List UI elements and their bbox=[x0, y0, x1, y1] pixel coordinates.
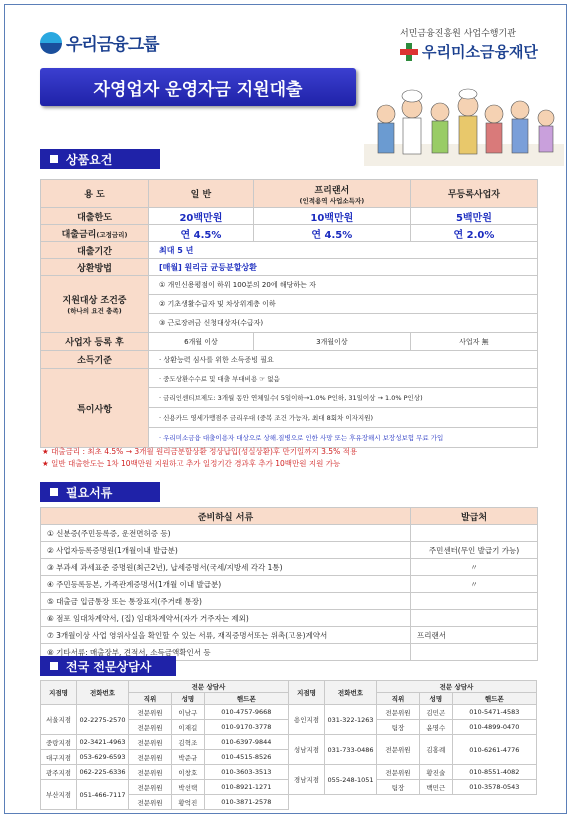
docs-header: 준비하실 서류 bbox=[41, 508, 411, 525]
mobile: 010-5471-4583 bbox=[452, 705, 536, 720]
people-illustration bbox=[364, 74, 564, 166]
section-title: 상품요건 bbox=[66, 152, 113, 167]
phone: 031-733-0486 bbox=[324, 735, 376, 765]
foundation-sub: 서민금융진흥원 사업수행기관 bbox=[400, 29, 516, 39]
issuer bbox=[411, 644, 538, 661]
branch: 성남지점 bbox=[288, 735, 324, 765]
rate-unregistered: 연 2.0% bbox=[410, 225, 537, 242]
notes bbox=[42, 446, 357, 470]
name: 김민곤 bbox=[420, 705, 453, 720]
biz-freelancer: 3개월이상 bbox=[253, 333, 410, 351]
square-bullet-icon bbox=[50, 662, 58, 670]
table-row bbox=[41, 333, 538, 351]
branch: 용인지점 bbox=[288, 705, 324, 735]
phone: 031-322-1263 bbox=[324, 705, 376, 735]
table-row bbox=[41, 627, 538, 644]
h-role: 직위 bbox=[129, 693, 172, 705]
table-row bbox=[41, 735, 537, 750]
foundation-name-row bbox=[400, 41, 538, 62]
page-title: 자영업자 운영자금 지원대출 bbox=[40, 68, 356, 106]
repay-value: [매월] 원리금 균등분할상환 bbox=[149, 259, 538, 276]
role: 전문위원 bbox=[129, 705, 172, 720]
issuer: 〃 bbox=[411, 576, 538, 593]
issuer-header: 발급처 bbox=[411, 508, 538, 525]
phone: 02-3421-4963 bbox=[77, 735, 129, 750]
h-branch: 지점명 bbox=[288, 681, 324, 705]
role: 전문위원 bbox=[129, 765, 172, 780]
role: 팀장 bbox=[376, 780, 419, 795]
doc-item: ⑦ 3개월이상 사업 영위사실을 확인할 수 있는 서류, 재직증명서또는 위촉(고용)계약서 bbox=[41, 627, 411, 644]
rate-label bbox=[41, 225, 149, 242]
name: 황진술 bbox=[420, 765, 453, 780]
issuer bbox=[411, 525, 538, 542]
cross-icon bbox=[400, 43, 418, 61]
mobile: 010-6397-9844 bbox=[204, 735, 288, 750]
table-row bbox=[41, 576, 538, 593]
branch: 광주지점 bbox=[41, 765, 77, 780]
name: 김혁조 bbox=[172, 735, 205, 750]
doc-item: ④ 주민등록등본, 가족관계증명서(1개월 이내 발급분) bbox=[41, 576, 411, 593]
h-mobile: 핸드폰 bbox=[204, 693, 288, 705]
col-unregistered bbox=[410, 180, 537, 208]
period-value: 최대 5 년 bbox=[149, 242, 538, 259]
doc-item: ① 신분증(주민등록증, 운전면허증 등) bbox=[41, 525, 411, 542]
mobile: 010-8921-1271 bbox=[204, 780, 288, 795]
name: 황억진 bbox=[172, 795, 205, 810]
table-row bbox=[41, 610, 538, 627]
table-row bbox=[41, 765, 537, 780]
doc-item: ③ 부과세 과세표준 증명원(최근2년), 납세증명서(국세/지방세 각각 1통) bbox=[41, 559, 411, 576]
role: 전문위원 bbox=[376, 765, 419, 780]
branch: 중랑지점 bbox=[41, 735, 77, 750]
condition-label bbox=[41, 276, 149, 333]
name: 김홍례 bbox=[420, 735, 453, 765]
biz-general: 6개월 이상 bbox=[149, 333, 254, 351]
income-value: · 상환능력 심사를 위한 소득증빙 필요 bbox=[149, 351, 538, 369]
branch: 부산지점 bbox=[41, 780, 77, 810]
doc-item: ⑥ 점포 임대차계약서, (집) 임대차계약서(자가 거주자는 제외) bbox=[41, 610, 411, 627]
issuer bbox=[411, 593, 538, 610]
table-row bbox=[41, 242, 538, 259]
special-item: · 중도상환수수료 및 대출 부대비용 ☞ 없음 bbox=[149, 369, 538, 388]
repay-label: 상환방법 bbox=[41, 259, 149, 276]
col-name: 무등록사업자 bbox=[447, 190, 500, 200]
limit-general: 20백만원 bbox=[149, 208, 254, 225]
special-label: 특이사항 bbox=[41, 369, 149, 448]
role: 전문위원 bbox=[376, 705, 419, 720]
woori-group-logo bbox=[40, 30, 159, 55]
section-title: 필요서류 bbox=[66, 485, 113, 500]
group-logo-text: 우리금융그룹 bbox=[66, 35, 159, 55]
phone: 053-629-6593 bbox=[77, 750, 129, 765]
special-item: · 신용카드 영세가맹점주 금리우대 (중복 조건 가능자, 최대 8회차 이자지원) bbox=[149, 408, 538, 428]
h-branch: 지점명 bbox=[41, 681, 77, 705]
limit-freelancer: 10백만원 bbox=[253, 208, 410, 225]
mobile: 010-4757-9668 bbox=[204, 705, 288, 720]
mobile: 010-4899-0470 bbox=[452, 720, 536, 735]
h-phone: 전화번호 bbox=[77, 681, 129, 705]
limit-label: 대출한도 bbox=[41, 208, 149, 225]
condition-item: ① 개인신용평점이 하위 100분의 20에 해당하는 자 bbox=[149, 276, 538, 295]
table-row bbox=[41, 351, 538, 369]
square-bullet-icon bbox=[50, 488, 58, 496]
rate-freelancer: 연 4.5% bbox=[253, 225, 410, 242]
name: 윤명수 bbox=[420, 720, 453, 735]
role: 전문위원 bbox=[376, 735, 419, 765]
col-sub: (인적용역 사업소득자) bbox=[299, 196, 365, 205]
empty-cell bbox=[288, 795, 536, 810]
doc-item: ② 사업자등록증명원(1개월이내 발급분) bbox=[41, 542, 411, 559]
table-row bbox=[41, 180, 538, 208]
doc-item: ⑧ 기타서류: 매출장부, 견적서, 소득금액확인서 등 bbox=[41, 644, 411, 661]
cond-label-sub: (하나의 요건 충족) bbox=[67, 307, 122, 315]
role: 전문위원 bbox=[129, 735, 172, 750]
h-counselor: 전문 상담사 bbox=[129, 681, 289, 693]
role: 전문위원 bbox=[129, 795, 172, 810]
table-row bbox=[41, 525, 538, 542]
square-bullet-icon bbox=[50, 155, 58, 163]
h-name: 성명 bbox=[420, 693, 453, 705]
mobile: 010-9170-3778 bbox=[204, 720, 288, 735]
rate-label-sub: (고정금리) bbox=[96, 230, 128, 239]
h-role: 직위 bbox=[376, 693, 419, 705]
name: 이재길 bbox=[172, 720, 205, 735]
counselors-table bbox=[40, 680, 537, 810]
col-general bbox=[149, 180, 254, 208]
phone: 051-466-7117 bbox=[77, 780, 129, 810]
mobile: 010-3871-2578 bbox=[204, 795, 288, 810]
role: 팀장 bbox=[376, 720, 419, 735]
phone: 055-248-1051 bbox=[324, 765, 376, 795]
foundation-name: 우리미소금융재단 bbox=[422, 43, 538, 61]
role: 전문위원 bbox=[129, 750, 172, 765]
branch: 서울지점 bbox=[41, 705, 77, 735]
name: 이남구 bbox=[172, 705, 205, 720]
table-row bbox=[41, 559, 538, 576]
col-name: 프리랜서 bbox=[314, 185, 350, 196]
biz-label: 사업자 등록 후 bbox=[41, 333, 149, 351]
usage-label: 용 도 bbox=[41, 180, 149, 208]
issuer: 프리랜서 bbox=[411, 627, 538, 644]
table-row bbox=[41, 208, 538, 225]
name: 박준규 bbox=[172, 750, 205, 765]
section-header-counselors bbox=[40, 656, 176, 676]
h-name: 성명 bbox=[172, 693, 205, 705]
cond-label-text: 지원대상 조건중 bbox=[62, 296, 127, 306]
name: 백민근 bbox=[420, 780, 453, 795]
branch: 대구지점 bbox=[41, 750, 77, 765]
mobile: 010-3603-3513 bbox=[204, 765, 288, 780]
doc-item: ⑤ 대출금 입금통장 또는 통장표지(주거래 통장) bbox=[41, 593, 411, 610]
mobile: 010-4515-8526 bbox=[204, 750, 288, 765]
rate-label-text: 대출금리 bbox=[61, 229, 97, 240]
issuer bbox=[411, 610, 538, 627]
table-row bbox=[41, 225, 538, 242]
mobile: 010-6261-4776 bbox=[452, 735, 536, 765]
role: 전문위원 bbox=[129, 720, 172, 735]
documents-table bbox=[40, 507, 538, 661]
condition-item: ③ 근로장려금 신청대상자(수급자) bbox=[149, 314, 538, 333]
section-title: 전국 전문상담사 bbox=[66, 659, 152, 674]
section-header-requirements bbox=[40, 149, 160, 169]
table-header-row bbox=[41, 681, 537, 693]
mobile: 010-3578-0543 bbox=[452, 780, 536, 795]
table-row bbox=[41, 542, 538, 559]
rate-general: 연 4.5% bbox=[149, 225, 254, 242]
note-line: ★ 일반 대출한도는 1차 10백만원 지원하고 추가 일정기간 경과후 추가 10백만원 지원 가능 bbox=[42, 459, 341, 468]
col-freelancer bbox=[253, 180, 410, 208]
table-row bbox=[41, 276, 538, 295]
foundation-logo bbox=[400, 26, 538, 62]
issuer: 주민센터(무인 발급기 가능) bbox=[411, 542, 538, 559]
name: 이창호 bbox=[172, 765, 205, 780]
income-label: 소득기준 bbox=[41, 351, 149, 369]
woori-circle-icon bbox=[40, 32, 62, 54]
table-row bbox=[41, 705, 537, 720]
table-row bbox=[41, 369, 538, 388]
product-requirements-table bbox=[40, 179, 538, 448]
role: 전문위원 bbox=[129, 780, 172, 795]
col-name: 일 반 bbox=[190, 190, 212, 200]
branch: 경남지점 bbox=[288, 765, 324, 795]
table-header-row bbox=[41, 508, 538, 525]
special-item: · 우리미소금융 대출이용자 대상으로 상해.질병으로 인한 사망 또는 후유장해시 보장성보험 무료 가입 bbox=[149, 428, 538, 448]
period-label: 대출기간 bbox=[41, 242, 149, 259]
table-row bbox=[41, 593, 538, 610]
name: 박선택 bbox=[172, 780, 205, 795]
special-item: · 금리인센티브제도: 3개월 동안 연체일수( 5일이하→1.0% P인하, 31일이상 → 1.0% P인상) bbox=[149, 388, 538, 408]
table-row bbox=[41, 259, 538, 276]
section-header-documents bbox=[40, 482, 160, 502]
mobile: 010-8551-4082 bbox=[452, 765, 536, 780]
phone: 062-225-6336 bbox=[77, 765, 129, 780]
phone: 02-2275-2570 bbox=[77, 705, 129, 735]
note-line: ★ 대출금리 : 최초 4.5% → 3개월 원리금분할상환 정상납입(성실상환)후 만기일까지 3.5% 적용 bbox=[42, 447, 358, 456]
limit-unregistered: 5백만원 bbox=[410, 208, 537, 225]
h-phone: 전화번호 bbox=[324, 681, 376, 705]
condition-item: ② 기초생활수급자 및 차상위계층 이하 bbox=[149, 295, 538, 314]
biz-unregistered: 사업자 無 bbox=[410, 333, 537, 351]
h-counselor: 전문 상담사 bbox=[376, 681, 536, 693]
issuer: 〃 bbox=[411, 559, 538, 576]
h-mobile: 핸드폰 bbox=[452, 693, 536, 705]
